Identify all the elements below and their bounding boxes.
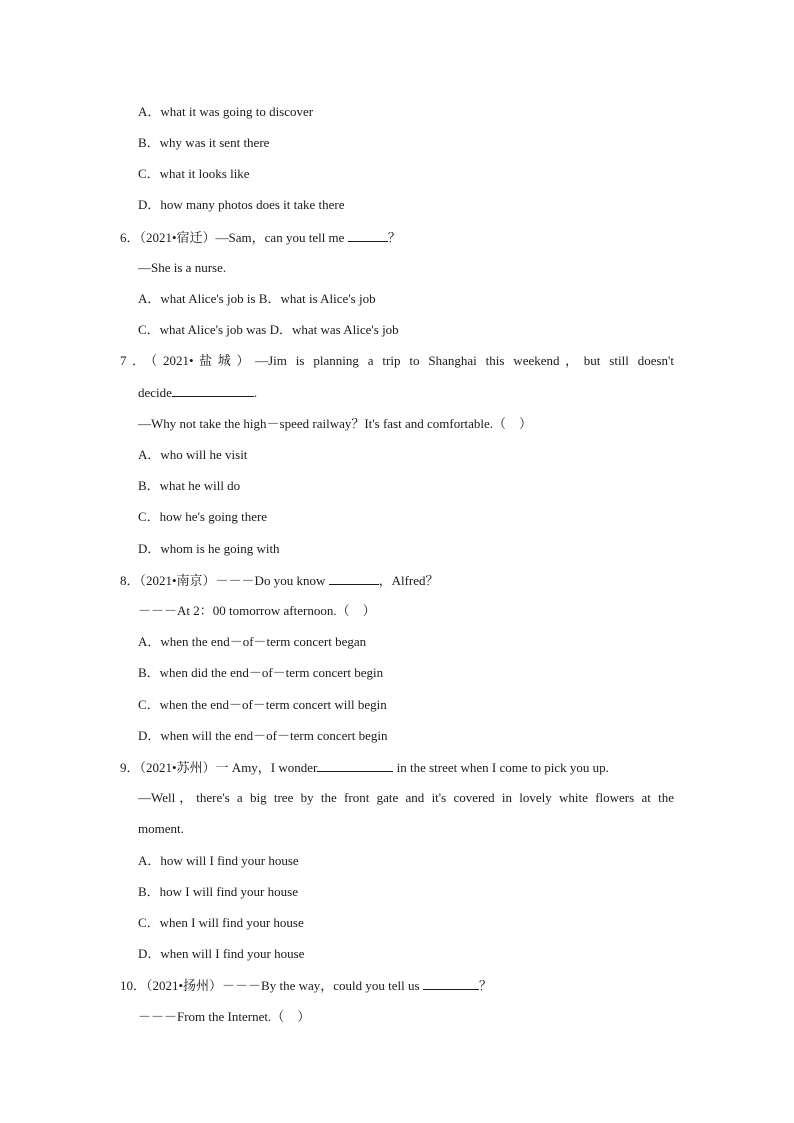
q7-option-a: A．who will he visit xyxy=(138,447,248,462)
q8-reply: －－－At 2：00 tomorrow afternoon.（ ） xyxy=(138,603,376,618)
q8-option-c: C．when the end－of－term concert will begin xyxy=(138,697,387,712)
q6-options-cd: C．what Alice's job was D．what was Alice's job xyxy=(138,322,399,337)
q5-option-d: D．how many photos does it take there xyxy=(138,197,345,212)
q7-option-b: B．what he will do xyxy=(138,478,241,493)
q10-answer-blank[interactable] xyxy=(423,976,479,990)
q8-stem-end: ，Alfred？ xyxy=(378,573,439,588)
q8-option-d: D．when will the end－of－term concert begin xyxy=(138,728,388,743)
q7-stem-end: . xyxy=(253,385,258,400)
q8-option-b: B．when did the end－of－term concert begin xyxy=(138,665,384,680)
q8-stem-text: 8．（2021•南京）－－－Do you know xyxy=(120,573,329,588)
q10-stem-text: 10．（2021•扬州）－－－By the way，could you tell us xyxy=(120,978,423,993)
q10-stem xyxy=(120,976,492,995)
q9-option-c: C．when I will find your house xyxy=(138,915,304,930)
q9-option-d: D．when will I find your house xyxy=(138,946,305,961)
q6-stem-text: 6．（2021•宿迁）—Sam，can you tell me xyxy=(120,230,348,245)
q6-stem xyxy=(120,228,401,247)
q9-option-b: B．how I will find your house xyxy=(138,884,298,899)
q7-stem-line2 xyxy=(138,383,257,402)
q9-answer-blank[interactable] xyxy=(317,758,393,772)
q9-reply-line1: —Well，there's a big tree by the front gate and it's covered in lovely white flowers at the xyxy=(138,790,674,805)
q6-options-ab: A．what Alice's job is B．what is Alice's job xyxy=(138,291,376,306)
q9-stem-text: 9．（2021•苏州）一 Amy，I wonder xyxy=(120,760,318,775)
q9-reply-line2: moment. xyxy=(138,821,184,836)
q8-option-a: A．when the end－of－term concert began xyxy=(138,634,367,649)
q8-answer-blank[interactable] xyxy=(329,571,379,585)
q7-stem-line1: 7．（2021•盐城）—Jim is planning a trip to Shanghai this weekend，but still doesn't xyxy=(120,353,674,368)
q10-reply: －－－From the Internet.（ ） xyxy=(138,1009,311,1024)
q7-option-d: D．whom is he going with xyxy=(138,541,280,556)
q5-option-b: B．why was it sent there xyxy=(138,135,270,150)
q5-option-c: C．what it looks like xyxy=(138,166,250,181)
q5-option-a: A．what it was going to discover xyxy=(138,104,314,119)
q9-stem-end: in the street when I come to pick you up. xyxy=(393,760,609,775)
q7-reply: —Why not take the high－speed railway？It's fast and comfortable.（ ） xyxy=(138,416,533,431)
q10-stem-end: ？ xyxy=(478,978,492,993)
q7-stem-text: decide xyxy=(138,385,172,400)
q8-stem xyxy=(120,571,439,590)
q9-option-a: A．how will I find your house xyxy=(138,853,299,868)
q6-reply: —She is a nurse. xyxy=(138,260,227,275)
q6-answer-blank[interactable] xyxy=(348,228,388,242)
q9-stem xyxy=(120,758,609,777)
q7-option-c: C．how he's going there xyxy=(138,509,268,524)
q6-stem-end: ？ xyxy=(387,230,401,245)
q7-answer-blank[interactable] xyxy=(172,383,254,397)
